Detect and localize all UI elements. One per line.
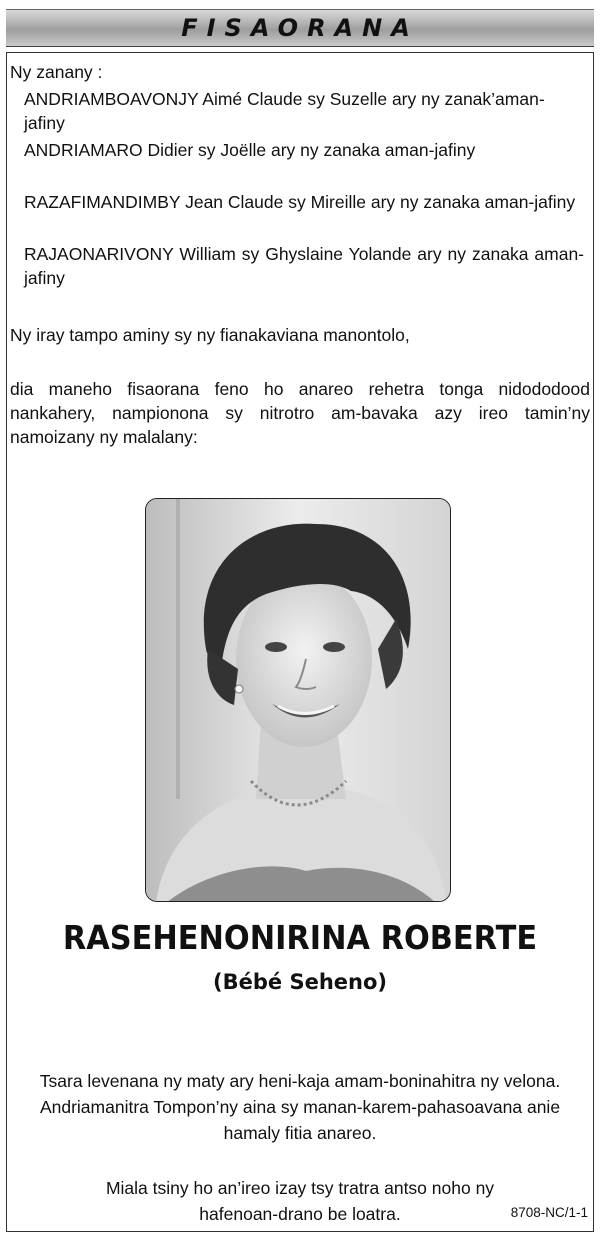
page-title: FISAORANA <box>181 14 419 42</box>
closing-blessing: Tsara levenana ny maty ary heni-kaja amam-boninahitra ny velona. Andriamanitra Tompon’ny aina sy manan-karem-pahasoavana anie hamaly fitia anareo. <box>39 1071 561 1143</box>
reference-code: 8708-NC/1-1 <box>510 1205 588 1220</box>
portrait-photo <box>145 498 451 902</box>
thanks-paragraph: dia maneho fisaorana feno ho anareo rehetra tonga nidododood nankahery, nampionona sy nitrotro am-bavaka azy ireo tamin’ny namoizany ny malalany: <box>10 379 590 447</box>
family-line-1: ANDRIAMBOAVONJY Aimé Claude sy Suzelle ary ny zanak’aman-jafiny <box>24 89 545 133</box>
family-line-2: ANDRIAMARO Didier sy Joëlle ary ny zanaka aman-jafiny <box>24 140 476 160</box>
relatives-paragraph: Ny iray tampo aminy sy ny fianakaviana manontolo, <box>10 325 410 345</box>
header-bar <box>6 9 594 47</box>
family-line-4: RAJAONARIVONY William sy Ghyslaine Yolande ary ny zanaka aman-jafiny <box>24 244 584 288</box>
children-label: Ny zanany : <box>10 62 103 82</box>
family-line-3: RAZAFIMANDIMBY Jean Claude sy Mireille ary ny zanaka aman-jafiny <box>24 192 576 212</box>
portrait-image <box>146 499 451 902</box>
closing-apology: Miala tsiny ho an’ireo izay tsy tratra antso noho ny hafenoan-drano be loatra. <box>105 1178 495 1224</box>
deceased-name: RASEHENONIRINA ROBERTE <box>62 918 538 957</box>
deceased-nickname: (Bébé Seheno) <box>213 970 387 994</box>
